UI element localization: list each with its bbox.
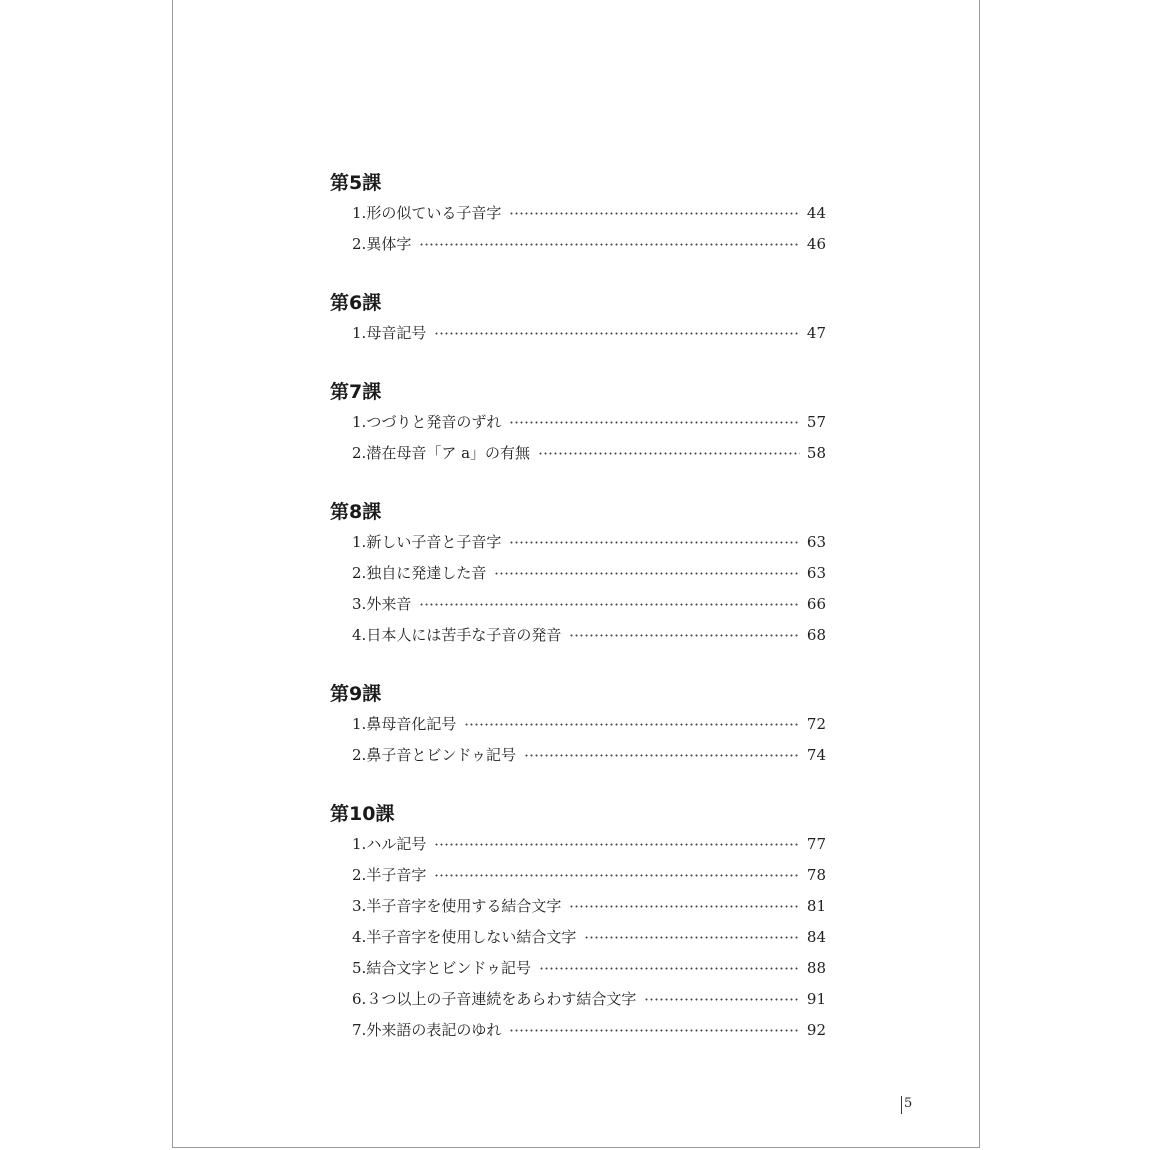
entry-page-number: 44: [806, 204, 826, 222]
page-number: 5: [904, 1096, 913, 1111]
entry-page-number: 72: [806, 715, 826, 733]
dot-leader: [524, 754, 800, 757]
entry-title: 独自に発達した音: [366, 564, 487, 582]
toc-entry[interactable]: [330, 984, 826, 1015]
toc-entry[interactable]: [330, 620, 826, 651]
toc-entry[interactable]: [330, 891, 826, 922]
dot-leader: [434, 843, 800, 846]
entry-number: 1.: [352, 533, 367, 551]
dot-leader: [509, 1029, 800, 1032]
entry-title: 母音記号: [366, 324, 427, 342]
entry-page-number: 63: [806, 533, 826, 551]
entry-title: 半子音字を使用する結合文字: [366, 897, 562, 915]
chapter-section: [330, 168, 826, 260]
entry-page-number: 92: [806, 1021, 826, 1039]
entry-page-number: 57: [806, 413, 826, 431]
entry-number: 3.: [352, 897, 367, 915]
toc-entry[interactable]: [330, 709, 826, 740]
entry-number: 2.: [352, 746, 367, 764]
entry-title: つづりと発音のずれ: [366, 413, 502, 431]
toc-entry[interactable]: [330, 922, 826, 953]
entry-page-number: 78: [806, 866, 826, 884]
toc-entry[interactable]: [330, 229, 826, 260]
entry-title: 半子音字: [366, 866, 427, 884]
dot-leader: [434, 874, 800, 877]
chapter-title: 第10課: [330, 803, 395, 825]
chapter-title: 第9課: [330, 683, 382, 705]
dot-leader: [419, 243, 800, 246]
toc-entry[interactable]: [330, 527, 826, 558]
chapter-section: [330, 497, 826, 651]
chapter-section: [330, 377, 826, 469]
dot-leader: [538, 452, 800, 455]
entry-page-number: 66: [806, 595, 826, 613]
folio-rule: [901, 1096, 902, 1114]
dot-leader: [569, 905, 800, 908]
entry-page-number: 68: [806, 626, 826, 644]
entry-page-number: 58: [806, 444, 826, 462]
dot-leader: [539, 967, 800, 970]
entry-title: 新しい子音と子音字: [366, 533, 502, 551]
entry-number: 4.: [352, 928, 367, 946]
toc-entry[interactable]: [330, 318, 826, 349]
entry-page-number: 84: [806, 928, 826, 946]
dot-leader: [569, 634, 800, 637]
entry-number: 1.: [352, 413, 367, 431]
entry-page-number: 81: [806, 897, 826, 915]
entry-title: 異体字: [366, 235, 412, 253]
dot-leader: [584, 936, 800, 939]
chapter-title: 第8課: [330, 501, 382, 523]
entry-title: ハル記号: [366, 835, 427, 853]
entry-title: 鼻母音化記号: [366, 715, 457, 733]
entry-number: 4.: [352, 626, 367, 644]
entry-number: 1.: [352, 324, 367, 342]
entry-number: 2.: [352, 564, 367, 582]
toc-entry[interactable]: [330, 740, 826, 771]
chapter-title: 第5課: [330, 172, 382, 194]
chapter-section: [330, 288, 826, 349]
toc-entry[interactable]: [330, 438, 826, 469]
chapter-title: 第6課: [330, 292, 382, 314]
toc-entry[interactable]: [330, 589, 826, 620]
entry-title: 結合文字とビンドゥ記号: [366, 959, 531, 977]
dot-leader: [644, 998, 800, 1001]
entry-page-number: 47: [806, 324, 826, 342]
entry-number: 2.: [352, 866, 367, 884]
entry-number: 1.: [352, 715, 367, 733]
dot-leader: [509, 421, 800, 424]
entry-page-number: 46: [806, 235, 826, 253]
entry-title: 外来音: [366, 595, 412, 613]
toc-entry[interactable]: [330, 407, 826, 438]
entry-title: 潜在母音「ア a」の有無: [366, 444, 531, 462]
chapter-section: [330, 799, 826, 1046]
toc-entry[interactable]: [330, 558, 826, 589]
toc-entry[interactable]: [330, 953, 826, 984]
dot-leader: [509, 212, 800, 215]
entry-title: 外来語の表記のゆれ: [366, 1021, 502, 1039]
entry-number: 1.: [352, 204, 367, 222]
toc-entry[interactable]: [330, 829, 826, 860]
entry-title: 半子音字を使用しない結合文字: [366, 928, 577, 946]
entry-title: ３つ以上の子音連続をあらわす結合文字: [366, 990, 637, 1008]
toc-entry[interactable]: [330, 860, 826, 891]
entry-number: 6.: [352, 990, 367, 1008]
entry-number: 1.: [352, 835, 367, 853]
dot-leader: [494, 572, 800, 575]
chapter-section: [330, 679, 826, 771]
entry-number: 5.: [352, 959, 367, 977]
entry-title: 鼻子音とビンドゥ記号: [366, 746, 516, 764]
entry-number: 7.: [352, 1021, 367, 1039]
toc-entry[interactable]: [330, 198, 826, 229]
entry-page-number: 74: [806, 746, 826, 764]
chapter-title: 第7課: [330, 381, 382, 403]
entry-number: 2.: [352, 235, 367, 253]
dot-leader: [419, 603, 800, 606]
entry-title: 形の似ている子音字: [366, 204, 502, 222]
toc-entry[interactable]: [330, 1015, 826, 1046]
table-of-contents: [330, 168, 826, 1074]
entry-page-number: 91: [806, 990, 826, 1008]
entry-page-number: 88: [806, 959, 826, 977]
entry-number: 3.: [352, 595, 367, 613]
entry-page-number: 77: [806, 835, 826, 853]
entry-number: 2.: [352, 444, 367, 462]
entry-title: 日本人には苦手な子音の発音: [366, 626, 562, 644]
dot-leader: [464, 723, 800, 726]
dot-leader: [434, 332, 800, 335]
dot-leader: [509, 541, 800, 544]
entry-page-number: 63: [806, 564, 826, 582]
